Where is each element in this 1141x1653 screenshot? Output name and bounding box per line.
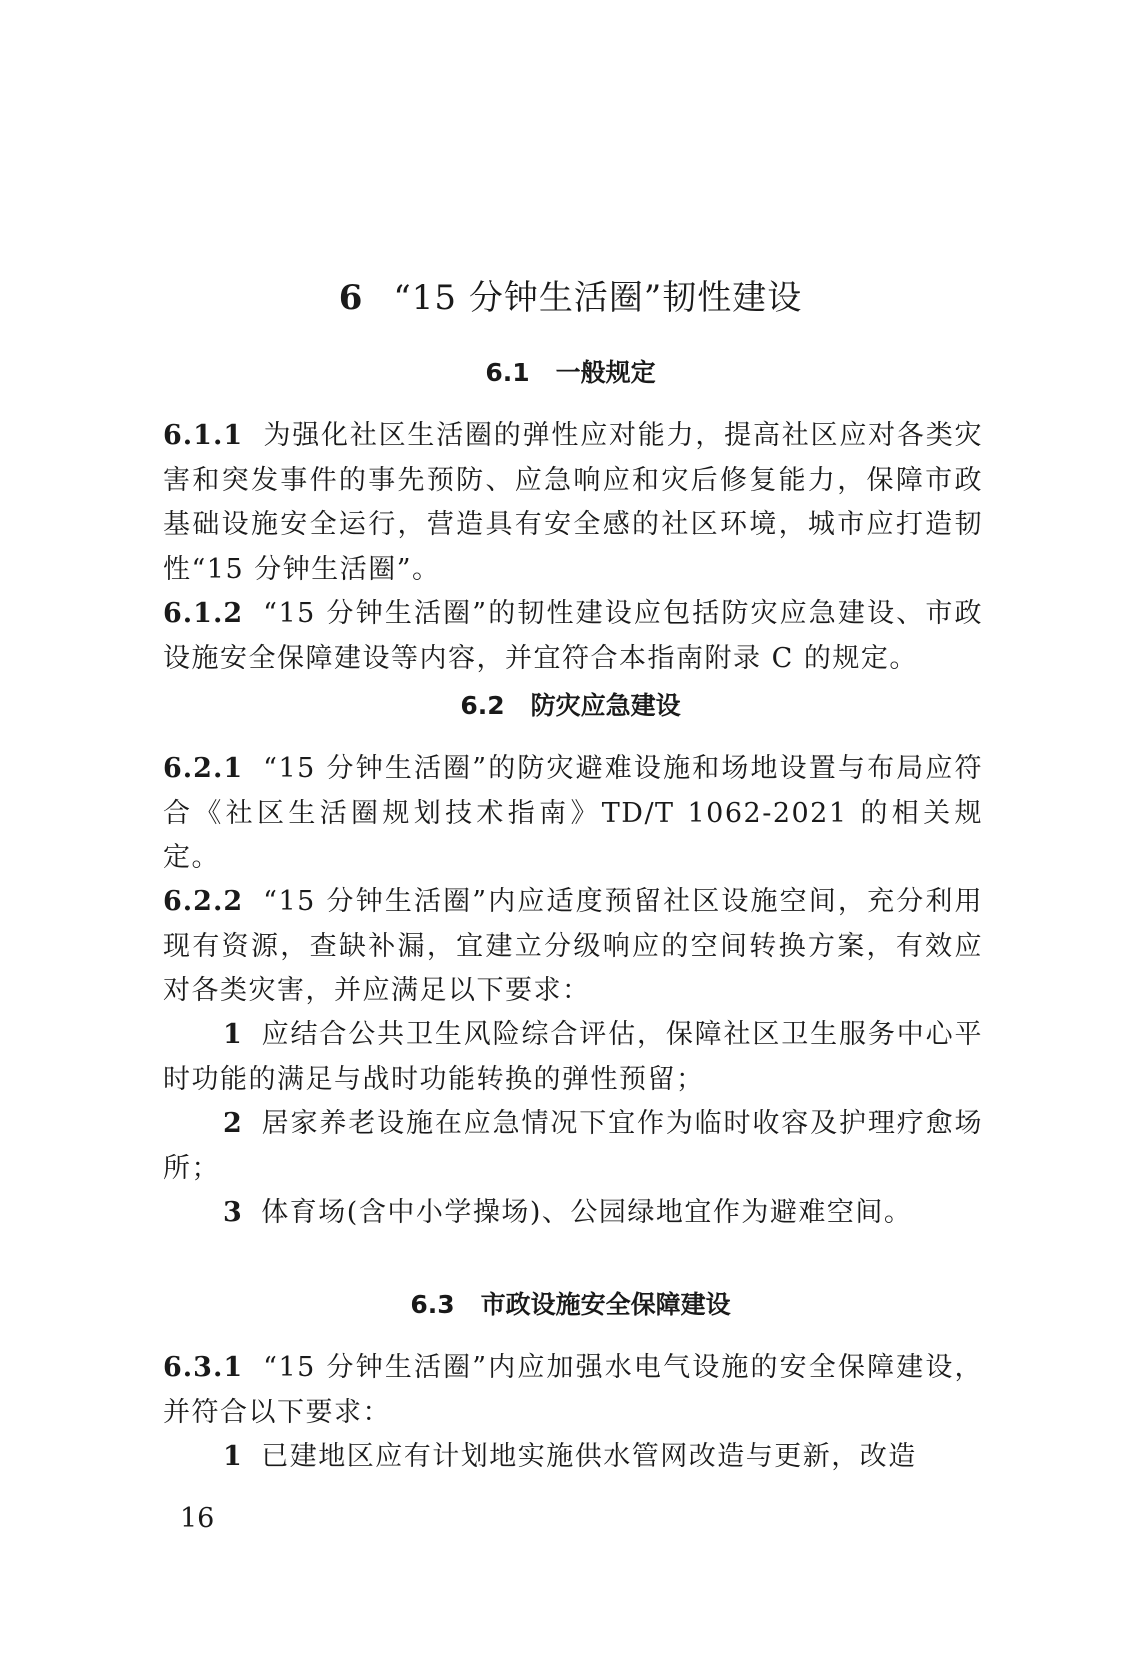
section-title-text: 防灾应急建设 — [530, 691, 681, 720]
clause-text: “15 分钟生活圈”内应加强水电气设施的安全保障建设，并符合以下要求： — [163, 1352, 983, 1428]
page-number: 16 — [180, 1503, 215, 1534]
section-title-6-3 — [0, 1287, 1141, 1323]
chapter-title — [0, 276, 1141, 320]
clause-number: 6.2.2 — [163, 886, 244, 917]
item-text: 居家养老设施在应急情况下宜作为临时收容及护理疗愈场所； — [163, 1108, 983, 1184]
item-number: 3 — [223, 1197, 244, 1228]
item-text: 应结合公共卫生风险综合评估，保障社区卫生服务中心平时功能的满足与战时功能转换的弹性预留； — [163, 1019, 983, 1095]
clause-text: “15 分钟生活圈”内应适度预留社区设施空间，充分利用现有资源，查缺补漏，宜建立分级响应的空间转换方案，有效应对各类灾害，并应满足以下要求： — [163, 886, 983, 1006]
item-number: 1 — [223, 1441, 244, 1472]
clause-6-2-2-item-2 — [163, 1102, 983, 1191]
clause-number: 6.1.1 — [163, 420, 244, 451]
chapter-number: 6 — [338, 278, 364, 318]
section-title-text: 市政设施安全保障建设 — [480, 1290, 731, 1319]
clause-6-2-2 — [163, 880, 983, 1014]
clause-6-3-1-item-1 — [163, 1435, 983, 1480]
section-number: 6.1 — [485, 358, 530, 387]
clause-number: 6.1.2 — [163, 598, 244, 629]
clause-6-2-2-item-1 — [163, 1013, 983, 1102]
clause-6-3-1 — [163, 1346, 983, 1435]
clause-6-1-2 — [163, 592, 983, 681]
item-number: 1 — [223, 1019, 244, 1050]
clause-text: 为强化社区生活圈的弹性应对能力，提高社区应对各类灾害和突发事件的事先预防、应急响应和灾后修复能力，保障市政基础设施安全运行，营造具有安全感的社区环境，城市应打造韧性“15 分钟生活圈”。 — [163, 420, 983, 585]
clause-6-2-1 — [163, 747, 983, 881]
section-number: 6.2 — [460, 691, 505, 720]
item-number: 2 — [223, 1108, 244, 1139]
section-title-text: 一般规定 — [555, 358, 656, 387]
clause-6-2-2-item-3 — [163, 1191, 983, 1236]
chapter-title-text: “15 分钟生活圈”韧性建设 — [393, 278, 803, 318]
section-title-6-2 — [0, 688, 1141, 724]
clause-text: “15 分钟生活圈”的防灾避难设施和场地设置与布局应符合《社区生活圈规划技术指南》TD/T 1062-2021 的相关规定。 — [163, 753, 983, 873]
section-title-6-1 — [0, 355, 1141, 391]
item-text: 体育场(含中小学操场)、公园绿地宜作为避难空间。 — [261, 1197, 913, 1228]
item-text: 已建地区应有计划地实施供水管网改造与更新，改造 — [261, 1441, 917, 1472]
clause-number: 6.2.1 — [163, 753, 244, 784]
clause-text: “15 分钟生活圈”的韧性建设应包括防灾应急建设、市政设施安全保障建设等内容，并宜符合本指南附录 C 的规定。 — [163, 598, 983, 674]
clause-6-1-1 — [163, 414, 983, 592]
section-number: 6.3 — [410, 1290, 455, 1319]
clause-number: 6.3.1 — [163, 1352, 244, 1383]
